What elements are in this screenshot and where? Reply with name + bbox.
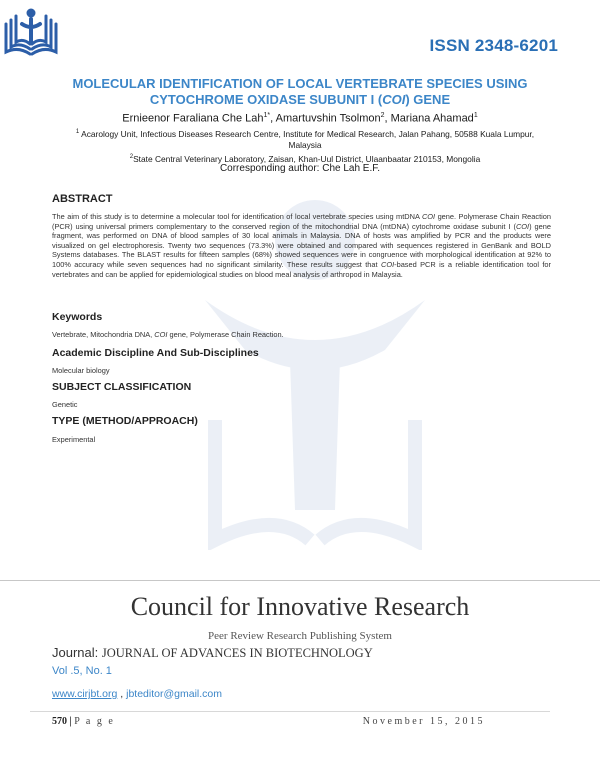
affiliation-1-text: Acarology Unit, Infectious Diseases Research Centre, Institute for Medical Research, Jalan Pahang, 50588 Kuala Lumpur, Malaysia — [79, 128, 535, 150]
council-title: Council for Innovative Research — [130, 592, 470, 621]
author-list — [30, 112, 570, 125]
author-1-sup: 1* — [263, 112, 271, 119]
abstract-italic-3: COI — [380, 259, 395, 269]
subject-text: Genetic — [52, 400, 78, 409]
paper-title — [30, 76, 570, 108]
issn-label: ISSN 2348-6201 — [429, 36, 558, 55]
author-3-sup: 1 — [473, 112, 478, 119]
keywords-post: gene, Polymerase Chain Reaction. — [167, 330, 284, 339]
footer-links — [52, 688, 222, 700]
affiliation-1-sup: 1 — [75, 129, 80, 135]
affiliation-1 — [70, 127, 540, 151]
abstract-part-3: ) gene fragment, was performed on DNA of blood samples of 30 local animals in Malaysia. DNA of hosts was amplified by PCR and the products were visualized on gel electrophoresis. Twenty two sequences (73.3%) were obtained and compared with sequences registered in GenBank and BOLD Systems databases. The BLAST results for fifteen samples (68%) showed sequences were in congruence with morphological identification at 92% to 100% accuracy while seven sequences had no significant similarity. These results suggest that — [52, 221, 551, 269]
website-link[interactable]: www.cirjbt.org — [52, 688, 118, 700]
page-number-sep: | — [67, 716, 75, 727]
abstract-heading: ABSTRACT — [52, 193, 113, 205]
journal-label: Journal: — [52, 645, 102, 660]
volume-info: Vol .5, No. 1 — [52, 665, 112, 677]
affiliation-2-sup: 2 — [129, 154, 134, 160]
title-line-1: MOLECULAR IDENTIFICATION OF LOCAL VERTEBRATE SPECIES USING — [72, 76, 528, 91]
publication-date: November 15, 2015 — [362, 716, 485, 727]
method-heading: TYPE (METHOD/APPROACH) — [52, 415, 198, 427]
keywords-heading: Keywords — [52, 311, 103, 323]
page-number — [52, 716, 115, 727]
page-word: P a g e — [74, 716, 115, 727]
keywords-pre: Vertebrate, Mitochondria DNA, — [52, 330, 155, 339]
abstract-part-4: -based PCR is a reliable identification tool for vertebrates and can be applied for epidemiological studies on blood meal analysis of arthropod in Malaysia. — [52, 259, 551, 279]
title-line-2-post: ) GENE — [405, 92, 451, 107]
journal-line — [52, 645, 373, 661]
abstract-italic-1: COI — [421, 212, 436, 221]
abstract-part-2: gene. Polymerase Chain Reaction (PCR) using universal primers complementary to the conserved region of the mitochondrial DNA (mtDNA) cytochrome oxidase subunit I ( — [52, 212, 551, 231]
method-text: Experimental — [52, 435, 96, 444]
discipline-text: Molecular biology — [52, 366, 110, 375]
author-2: , Amartuvshin Tsolmon — [270, 112, 381, 125]
link-separator: , — [117, 688, 127, 700]
author-3: , Mariana Ahamad — [384, 112, 474, 125]
subject-heading: SUBJECT CLASSIFICATION — [52, 381, 192, 393]
title-line-2-pre: CYTOCHROME OXIDASE SUBUNIT I ( — [149, 92, 383, 107]
abstract-part-1: The aim of this study is to determine a molecular tool for identification of local vertebrate species using mtDNA — [52, 212, 422, 221]
page-footer-divider — [30, 711, 550, 712]
discipline-heading: Academic Discipline And Sub-Disciplines — [52, 347, 259, 359]
keywords-italic: COI — [154, 330, 168, 339]
affiliation-2-text: State Central Veterinary Laboratory, Zaisan, Khan-Uul District, Ulaanbaatar 210153, Mongolia — [133, 153, 481, 164]
keywords-text — [52, 330, 284, 339]
author-2-sup: 2 — [380, 112, 385, 119]
footer-divider — [0, 580, 600, 581]
abstract-italic-2: COI — [515, 221, 530, 231]
title-line-2 — [30, 92, 570, 108]
journal-name: JOURNAL OF ADVANCES IN BIOTECHNOLOGY — [101, 646, 373, 660]
title-line-2-italic: COI — [382, 92, 406, 107]
email-link[interactable]: jbteditor@gmail.com — [126, 688, 222, 700]
abstract-text — [52, 212, 551, 279]
author-1: Ernieenor Faraliana Che Lah — [122, 112, 264, 125]
journal-logo-icon — [0, 4, 62, 62]
peer-review-subtitle: Peer Review Research Publishing System — [208, 630, 392, 642]
page-number-value: 570 — [52, 716, 67, 727]
corresponding-author: Corresponding author: Che Lah E.F. — [219, 163, 381, 174]
